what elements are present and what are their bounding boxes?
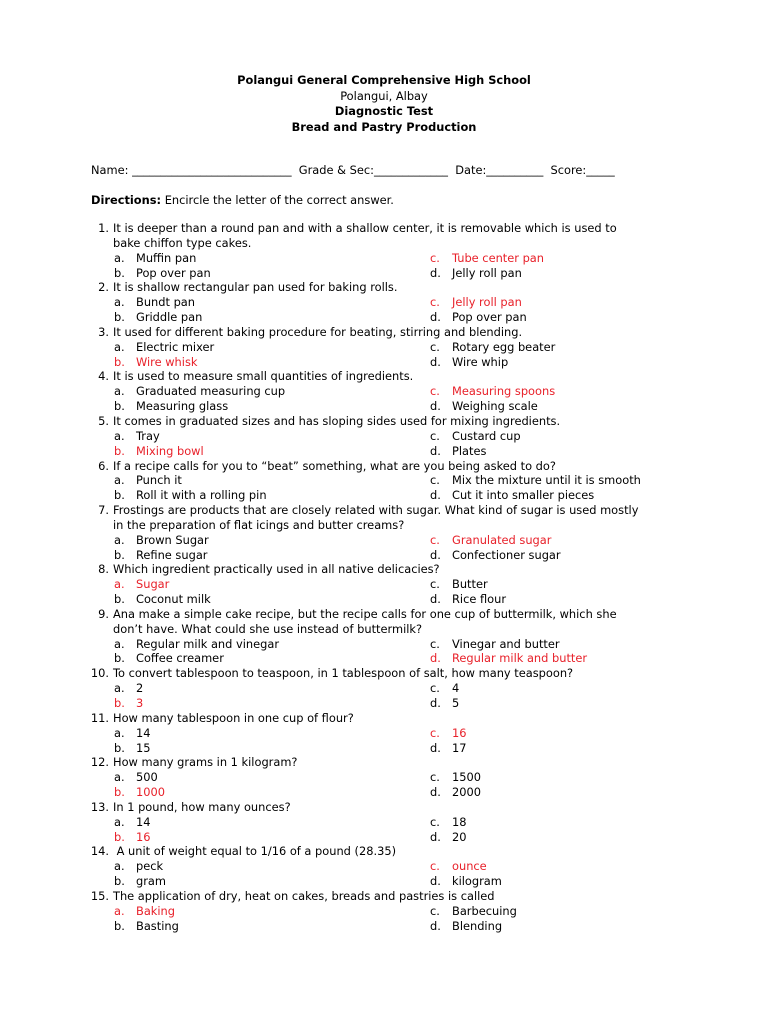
option-letter[interactable]: d.: [430, 740, 441, 755]
option-row: [0, 696, 768, 711]
option-text: 14: [136, 814, 151, 829]
correct-option-text: Wire whisk: [136, 354, 198, 369]
option-letter[interactable]: d.: [430, 918, 441, 933]
question-number: 14.: [90, 844, 109, 859]
option-text: Bundt pan: [136, 295, 195, 310]
question-text: How many grams in 1 kilogram?: [113, 755, 298, 770]
question-number: 3.: [98, 324, 109, 339]
option-text: peck: [136, 859, 164, 874]
option-letter[interactable]: a.: [114, 339, 125, 354]
correct-option-text: Granulated sugar: [452, 532, 552, 547]
question-line-continued: [0, 622, 768, 637]
option-row: [0, 904, 768, 919]
option-row: [0, 473, 768, 488]
option-row: [0, 815, 768, 830]
question-text: don’t have. What could she use instead of buttermilk?: [113, 621, 423, 636]
option-text: 20: [452, 829, 467, 844]
correct-option-letter[interactable]: c.: [430, 250, 440, 265]
option-letter[interactable]: d.: [430, 592, 441, 607]
option-letter[interactable]: a.: [114, 295, 125, 310]
question-item: [0, 325, 768, 370]
question-number: 15.: [90, 888, 109, 903]
question-list: [0, 221, 768, 934]
option-letter[interactable]: c.: [430, 681, 440, 696]
option-letter[interactable]: a.: [114, 532, 125, 547]
option-row: [0, 726, 768, 741]
option-letter[interactable]: a.: [114, 384, 125, 399]
option-text: Pop over pan: [136, 265, 211, 280]
option-text: Tray: [136, 428, 160, 443]
option-row: [0, 384, 768, 399]
option-text: 15: [136, 740, 151, 755]
subject-title: Bread and Pastry Production: [291, 119, 477, 134]
option-text: 18: [452, 814, 467, 829]
option-row: [0, 637, 768, 652]
correct-option-letter[interactable]: b.: [114, 785, 125, 800]
question-text: A unit of weight equal to 1/16 of a pound (28.35): [113, 844, 397, 859]
question-number: 11.: [90, 710, 109, 725]
option-text: Refine sugar: [136, 547, 208, 562]
question-line: [0, 711, 768, 726]
option-text: kilogram: [452, 874, 502, 889]
option-letter[interactable]: b.: [114, 740, 125, 755]
question-item: [0, 503, 768, 562]
option-letter[interactable]: a.: [114, 859, 125, 874]
option-row: [0, 429, 768, 444]
option-text: Jelly roll pan: [452, 265, 522, 280]
option-text: Barbecuing: [452, 903, 517, 918]
option-letter[interactable]: b.: [114, 651, 125, 666]
option-letter[interactable]: c.: [430, 473, 440, 488]
option-row: [0, 681, 768, 696]
question-item: [0, 221, 768, 280]
question-text: In 1 pound, how many ounces?: [113, 799, 291, 814]
option-text: Mix the mixture until it is smooth: [452, 473, 641, 488]
option-text: Roll it with a rolling pin: [136, 488, 267, 503]
question-number: 5.: [98, 413, 109, 428]
correct-option-letter[interactable]: b.: [114, 354, 125, 369]
correct-option-letter[interactable]: c.: [430, 532, 440, 547]
question-number: 6.: [98, 458, 109, 473]
correct-option-text: 3: [136, 696, 144, 710]
directions-label: Directions:: [91, 193, 162, 207]
question-text: in the preparation of flat icings and butter creams?: [113, 517, 405, 532]
question-text: If a recipe calls for you to “beat” something, what are you being asked to do?: [113, 458, 556, 473]
option-letter[interactable]: a.: [114, 770, 125, 785]
correct-option-text: ounce: [452, 859, 487, 874]
option-text: 14: [136, 725, 151, 740]
option-row: [0, 399, 768, 414]
option-text: Plates: [452, 443, 487, 458]
option-text: Custard cup: [452, 428, 521, 443]
question-text: It comes in graduated sizes and has sloping sides used for mixing ingredients.: [113, 413, 561, 428]
question-line: [0, 459, 768, 474]
correct-option-letter[interactable]: d.: [430, 651, 441, 666]
question-text: It used for different baking procedure for beating, stirring and blending.: [113, 324, 523, 339]
correct-option-letter[interactable]: b.: [114, 696, 125, 710]
option-text: gram: [136, 874, 166, 889]
correct-option-letter[interactable]: c.: [430, 859, 440, 874]
option-row: [0, 651, 768, 666]
correct-option-text: Regular milk and butter: [452, 651, 588, 666]
option-letter[interactable]: a.: [114, 814, 125, 829]
correct-option-letter[interactable]: c.: [430, 725, 440, 740]
option-text: Measuring glass: [136, 399, 229, 414]
question-number: 13.: [90, 799, 109, 814]
question-text: How many tablespoon in one cup of flour?: [113, 710, 354, 725]
question-text: Ana make a simple cake recipe, but the recipe calls for one cup of buttermilk, which she: [113, 606, 617, 621]
option-letter[interactable]: c.: [430, 770, 440, 785]
question-item: [0, 562, 768, 607]
option-text: Electric mixer: [136, 339, 215, 354]
correct-option-letter[interactable]: b.: [114, 829, 125, 844]
question-line: [0, 800, 768, 815]
question-item: [0, 280, 768, 325]
correct-option-text: Mixing bowl: [136, 443, 204, 458]
option-letter[interactable]: c.: [430, 903, 440, 918]
question-text: To convert tablespoon to teaspoon, in 1 tablespoon of salt, how many teaspoon?: [113, 666, 574, 681]
option-letter[interactable]: c.: [430, 636, 440, 651]
option-row: [0, 355, 768, 370]
option-letter[interactable]: c.: [430, 339, 440, 354]
correct-option-text: 16: [452, 725, 467, 740]
option-row: [0, 310, 768, 325]
option-letter[interactable]: d.: [430, 265, 441, 280]
option-row: [0, 488, 768, 503]
correct-option-letter[interactable]: c.: [430, 384, 440, 399]
document-header: [0, 73, 768, 135]
option-row: [0, 533, 768, 548]
option-letter[interactable]: a.: [114, 250, 125, 265]
question-number: 2.: [98, 280, 109, 295]
question-item: [0, 414, 768, 459]
option-letter[interactable]: d.: [430, 310, 441, 325]
question-line: [0, 325, 768, 340]
option-letter[interactable]: b.: [114, 547, 125, 562]
correct-option-letter[interactable]: b.: [114, 443, 125, 458]
option-text: Punch it: [136, 473, 182, 488]
option-row: [0, 295, 768, 310]
option-row: [0, 919, 768, 934]
question-line: [0, 755, 768, 770]
option-text: Coffee creamer: [136, 651, 224, 666]
option-row: [0, 770, 768, 785]
school-location: Polangui, Albay: [340, 88, 428, 103]
option-row: [0, 266, 768, 281]
option-text: 17: [452, 740, 467, 755]
correct-option-text: Baking: [136, 903, 176, 918]
option-letter[interactable]: b.: [114, 399, 125, 414]
option-letter[interactable]: b.: [114, 918, 125, 933]
option-letter[interactable]: a.: [114, 636, 125, 651]
option-text: Rotary egg beater: [452, 339, 556, 354]
correct-option-text: Jelly roll pan: [452, 295, 522, 310]
question-item: [0, 459, 768, 504]
option-text: Confectioner sugar: [452, 547, 561, 562]
correct-option-text: Tube center pan: [452, 250, 545, 265]
option-letter[interactable]: d.: [430, 696, 441, 710]
option-letter[interactable]: d.: [430, 399, 441, 414]
question-line: [0, 562, 768, 577]
option-text: 2: [136, 681, 144, 696]
question-item: [0, 800, 768, 845]
correct-option-letter[interactable]: c.: [430, 295, 440, 310]
question-line: [0, 414, 768, 429]
question-line-continued: [0, 236, 768, 251]
question-number: 4.: [98, 369, 109, 384]
option-row: [0, 251, 768, 266]
question-text: It is shallow rectangular pan used for baking rolls.: [113, 280, 398, 295]
option-text: Vinegar and butter: [452, 636, 560, 651]
option-row: [0, 548, 768, 563]
question-item: [0, 666, 768, 711]
option-text: Regular milk and vinegar: [136, 636, 280, 651]
option-letter[interactable]: a.: [114, 473, 125, 488]
option-text: Cut it into smaller pieces: [452, 488, 595, 503]
option-row: [0, 577, 768, 592]
option-text: 4: [452, 681, 460, 696]
option-row: [0, 874, 768, 889]
option-row: [0, 830, 768, 845]
question-number: 7.: [98, 503, 109, 518]
school-name: Polangui General Comprehensive High School: [237, 73, 531, 87]
option-letter[interactable]: d.: [430, 785, 441, 800]
correct-option-text: Sugar: [136, 577, 170, 592]
option-text: Muffin pan: [136, 250, 197, 265]
option-row: [0, 340, 768, 355]
question-text: It is deeper than a round pan and with a shallow center, it is removable which is used to: [113, 221, 617, 235]
question-text: bake chiffon type cakes.: [113, 235, 252, 250]
question-line: [0, 503, 768, 518]
question-item: [0, 755, 768, 800]
option-text: Rice flour: [452, 592, 507, 607]
question-line: [0, 280, 768, 295]
question-number: 8.: [98, 562, 109, 577]
question-text: It is used to measure small quantities of ingredients.: [113, 369, 414, 384]
question-text: Which ingredient practically used in all native delicacies?: [113, 562, 440, 577]
question-number: 1.: [98, 221, 109, 235]
option-text: Pop over pan: [452, 310, 527, 325]
option-text: Griddle pan: [136, 310, 203, 325]
correct-option-text: Measuring spoons: [452, 384, 556, 399]
option-row: [0, 444, 768, 459]
student-info-line: Name: ____________________________ Grade & Sec:_____________ Date:__________ Score:_____: [91, 163, 615, 177]
option-letter[interactable]: a.: [114, 725, 125, 740]
correct-option-text: 1000: [136, 785, 165, 800]
question-item: [0, 607, 768, 666]
option-letter[interactable]: c.: [430, 814, 440, 829]
option-text: Brown Sugar: [136, 532, 209, 547]
test-title: Diagnostic Test: [334, 104, 434, 118]
option-letter[interactable]: d.: [430, 443, 441, 458]
question-line: [0, 607, 768, 622]
option-letter[interactable]: d.: [430, 547, 441, 562]
option-row: [0, 785, 768, 800]
option-text: Graduated measuring cup: [136, 384, 286, 399]
question-number: 10.: [90, 666, 109, 681]
question-line: [0, 889, 768, 904]
option-row: [0, 859, 768, 874]
option-row: [0, 741, 768, 756]
question-line-continued: [0, 518, 768, 533]
option-letter[interactable]: b.: [114, 310, 125, 325]
option-text: Basting: [136, 918, 179, 933]
option-letter[interactable]: d.: [430, 488, 441, 503]
correct-option-letter[interactable]: a.: [114, 577, 125, 592]
option-letter[interactable]: d.: [430, 354, 441, 369]
option-text: Weighing scale: [452, 399, 538, 414]
option-text: 5: [452, 696, 460, 710]
option-letter[interactable]: d.: [430, 829, 441, 844]
directions: [91, 192, 394, 208]
question-line: [0, 844, 768, 859]
option-text: 1500: [452, 770, 481, 785]
question-number: 9.: [98, 606, 109, 621]
option-text: Coconut milk: [136, 592, 211, 607]
correct-option-letter[interactable]: a.: [114, 903, 125, 918]
question-item: [0, 711, 768, 756]
option-text: 500: [136, 770, 158, 785]
option-text: Blending: [452, 918, 503, 933]
question-text: The application of dry, heat on cakes, breads and pastries is called: [113, 888, 495, 903]
option-letter[interactable]: d.: [430, 874, 441, 889]
option-letter[interactable]: a.: [114, 681, 125, 696]
option-letter[interactable]: c.: [430, 428, 440, 443]
question-number: 12.: [90, 755, 109, 770]
question-item: [0, 889, 768, 934]
question-item: [0, 844, 768, 889]
question-line: [0, 221, 768, 236]
option-letter[interactable]: b.: [114, 488, 125, 503]
option-letter[interactable]: c.: [430, 577, 440, 592]
option-letter[interactable]: a.: [114, 428, 125, 443]
option-letter[interactable]: b.: [114, 592, 125, 607]
question-item: [0, 369, 768, 414]
directions-text: Encircle the letter of the correct answer.: [161, 193, 394, 207]
option-letter[interactable]: b.: [114, 265, 125, 280]
question-line: [0, 666, 768, 681]
question-text: Frostings are products that are closely related with sugar. What kind of sugar is used mostly: [113, 503, 639, 518]
correct-option-text: 16: [136, 829, 151, 844]
option-letter[interactable]: b.: [114, 874, 125, 889]
option-text: Butter: [452, 577, 488, 592]
option-row: [0, 592, 768, 607]
question-line: [0, 369, 768, 384]
option-text: 2000: [452, 785, 481, 800]
option-text: Wire whip: [452, 354, 509, 369]
